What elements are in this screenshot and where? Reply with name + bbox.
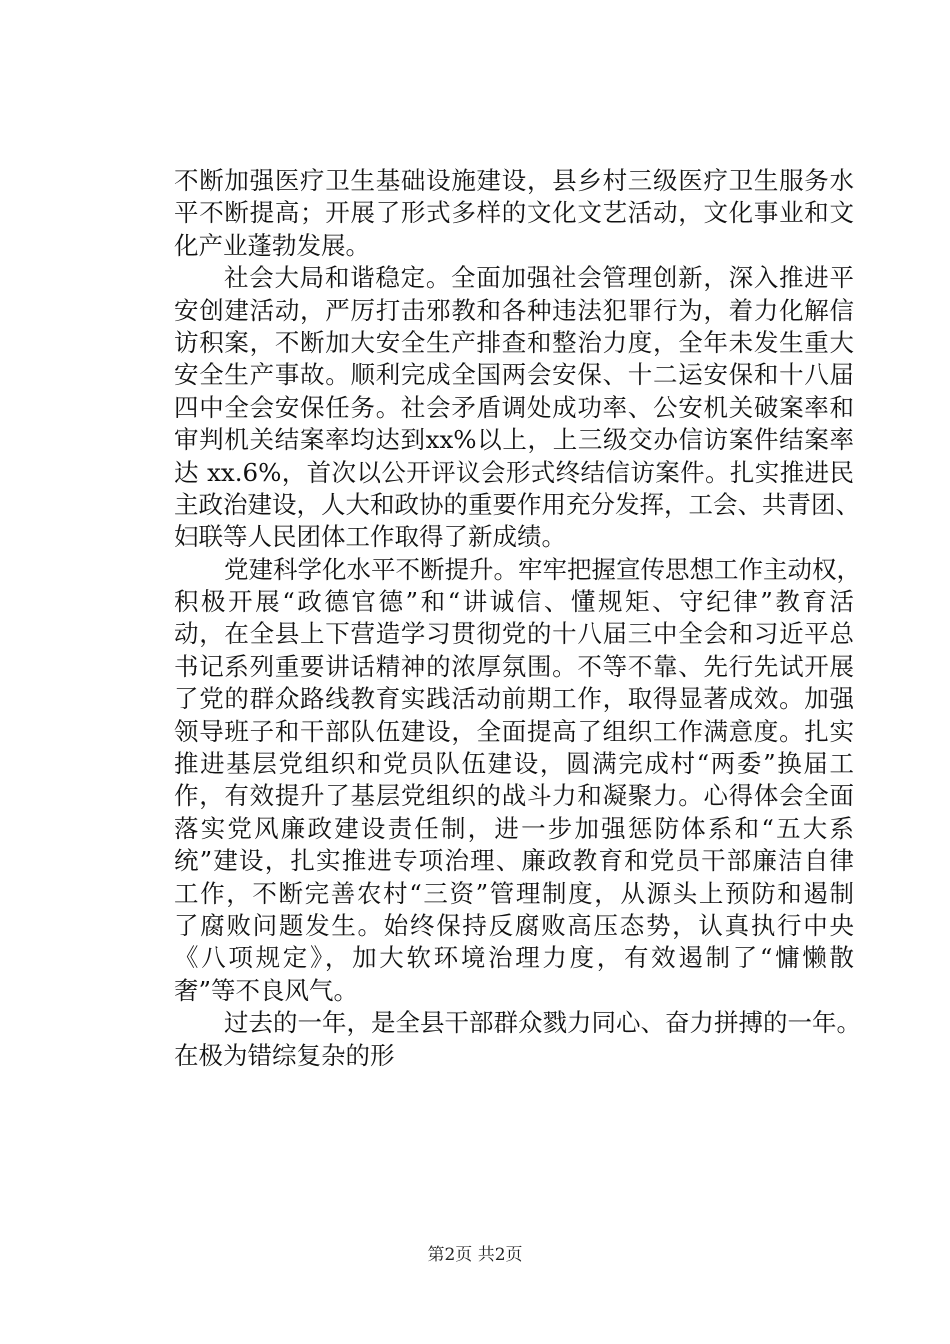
text-line: 统”建设，扎实推进专项治理、廉政教育和党员干部廉洁自律 xyxy=(174,846,854,876)
text-line: 平不断提高；开展了形式多样的文化文艺活动，文化事业和文 xyxy=(174,198,854,228)
text-line: 《八项规定》，加大软环境治理力度，有效遏制了“慵懒散 xyxy=(174,943,854,973)
text-line: 动，在全县上下营造学习贯彻党的十八届三中全会和习近平总 xyxy=(174,619,854,649)
text-line: 审判机关结案率均达到xx%以上，上三级交办信访案件结案率 xyxy=(174,425,854,455)
text-line: 在极为错综复杂的形 xyxy=(174,1040,395,1070)
text-line: 了腐败问题发生。始终保持反腐败高压态势，认真执行中央 xyxy=(174,910,854,940)
text-line: 安全生产事故。顺利完成全国两会安保、十二运安保和十八届 xyxy=(174,360,854,390)
text-line: 书记系列重要讲话精神的浓厚氛围。不等不靠、先行先试开展 xyxy=(174,651,854,681)
page-number-label: 第2页 共2页 xyxy=(427,1245,523,1265)
text-line: 过去的一年，是全县干部群众戮力同心、奋力拼搏的一年。 xyxy=(224,1008,861,1038)
document-body xyxy=(174,165,861,1072)
text-line: 妇联等人民团体工作取得了新成绩。 xyxy=(174,522,566,552)
text-line: 积极开展“政德官德”和“讲诚信、懂规矩、守纪律”教育活 xyxy=(174,587,854,617)
text-line: 达 xx.6%，首次以公开评议会形式终结信访案件。扎实推进民 xyxy=(174,457,854,487)
text-line: 党建科学化水平不断提升。牢牢把握宣传思想工作主动权， xyxy=(224,554,861,584)
page-footer xyxy=(0,1245,950,1265)
text-line: 领导班子和干部队伍建设，全面提高了组织工作满意度。扎实 xyxy=(174,716,854,746)
text-line: 主政治建设，人大和政协的重要作用充分发挥，工会、共青团、 xyxy=(174,489,860,519)
text-line: 了党的群众路线教育实践活动前期工作，取得显著成效。加强 xyxy=(174,684,854,714)
text-line: 访积案，不断加大安全生产排查和整治力度，全年未发生重大 xyxy=(174,327,854,357)
text-line: 推进基层党组织和党员队伍建设，圆满完成村“两委”换届工 xyxy=(174,749,854,779)
text-line: 奢”等不良风气。 xyxy=(174,975,359,1005)
text-line: 化产业蓬勃发展。 xyxy=(174,230,370,260)
text-line: 落实党风廉政建设责任制，进一步加强惩防体系和“五大系 xyxy=(174,813,854,843)
text-line: 工作，不断完善农村“三资”管理制度，从源头上预防和遏制 xyxy=(174,878,854,908)
text-line: 安创建活动，严厉打击邪教和各种违法犯罪行为，着力化解信 xyxy=(174,295,854,325)
text-line: 作，有效提升了基层党组织的战斗力和凝聚力。心得体会全面 xyxy=(174,781,854,811)
text-line: 社会大局和谐稳定。全面加强社会管理创新，深入推进平 xyxy=(224,263,854,293)
text-line: 四中全会安保任务。社会矛盾调处成功率、公安机关破案率和 xyxy=(174,392,854,422)
text-line: 不断加强医疗卫生基础设施建设，县乡村三级医疗卫生服务水 xyxy=(174,166,854,195)
